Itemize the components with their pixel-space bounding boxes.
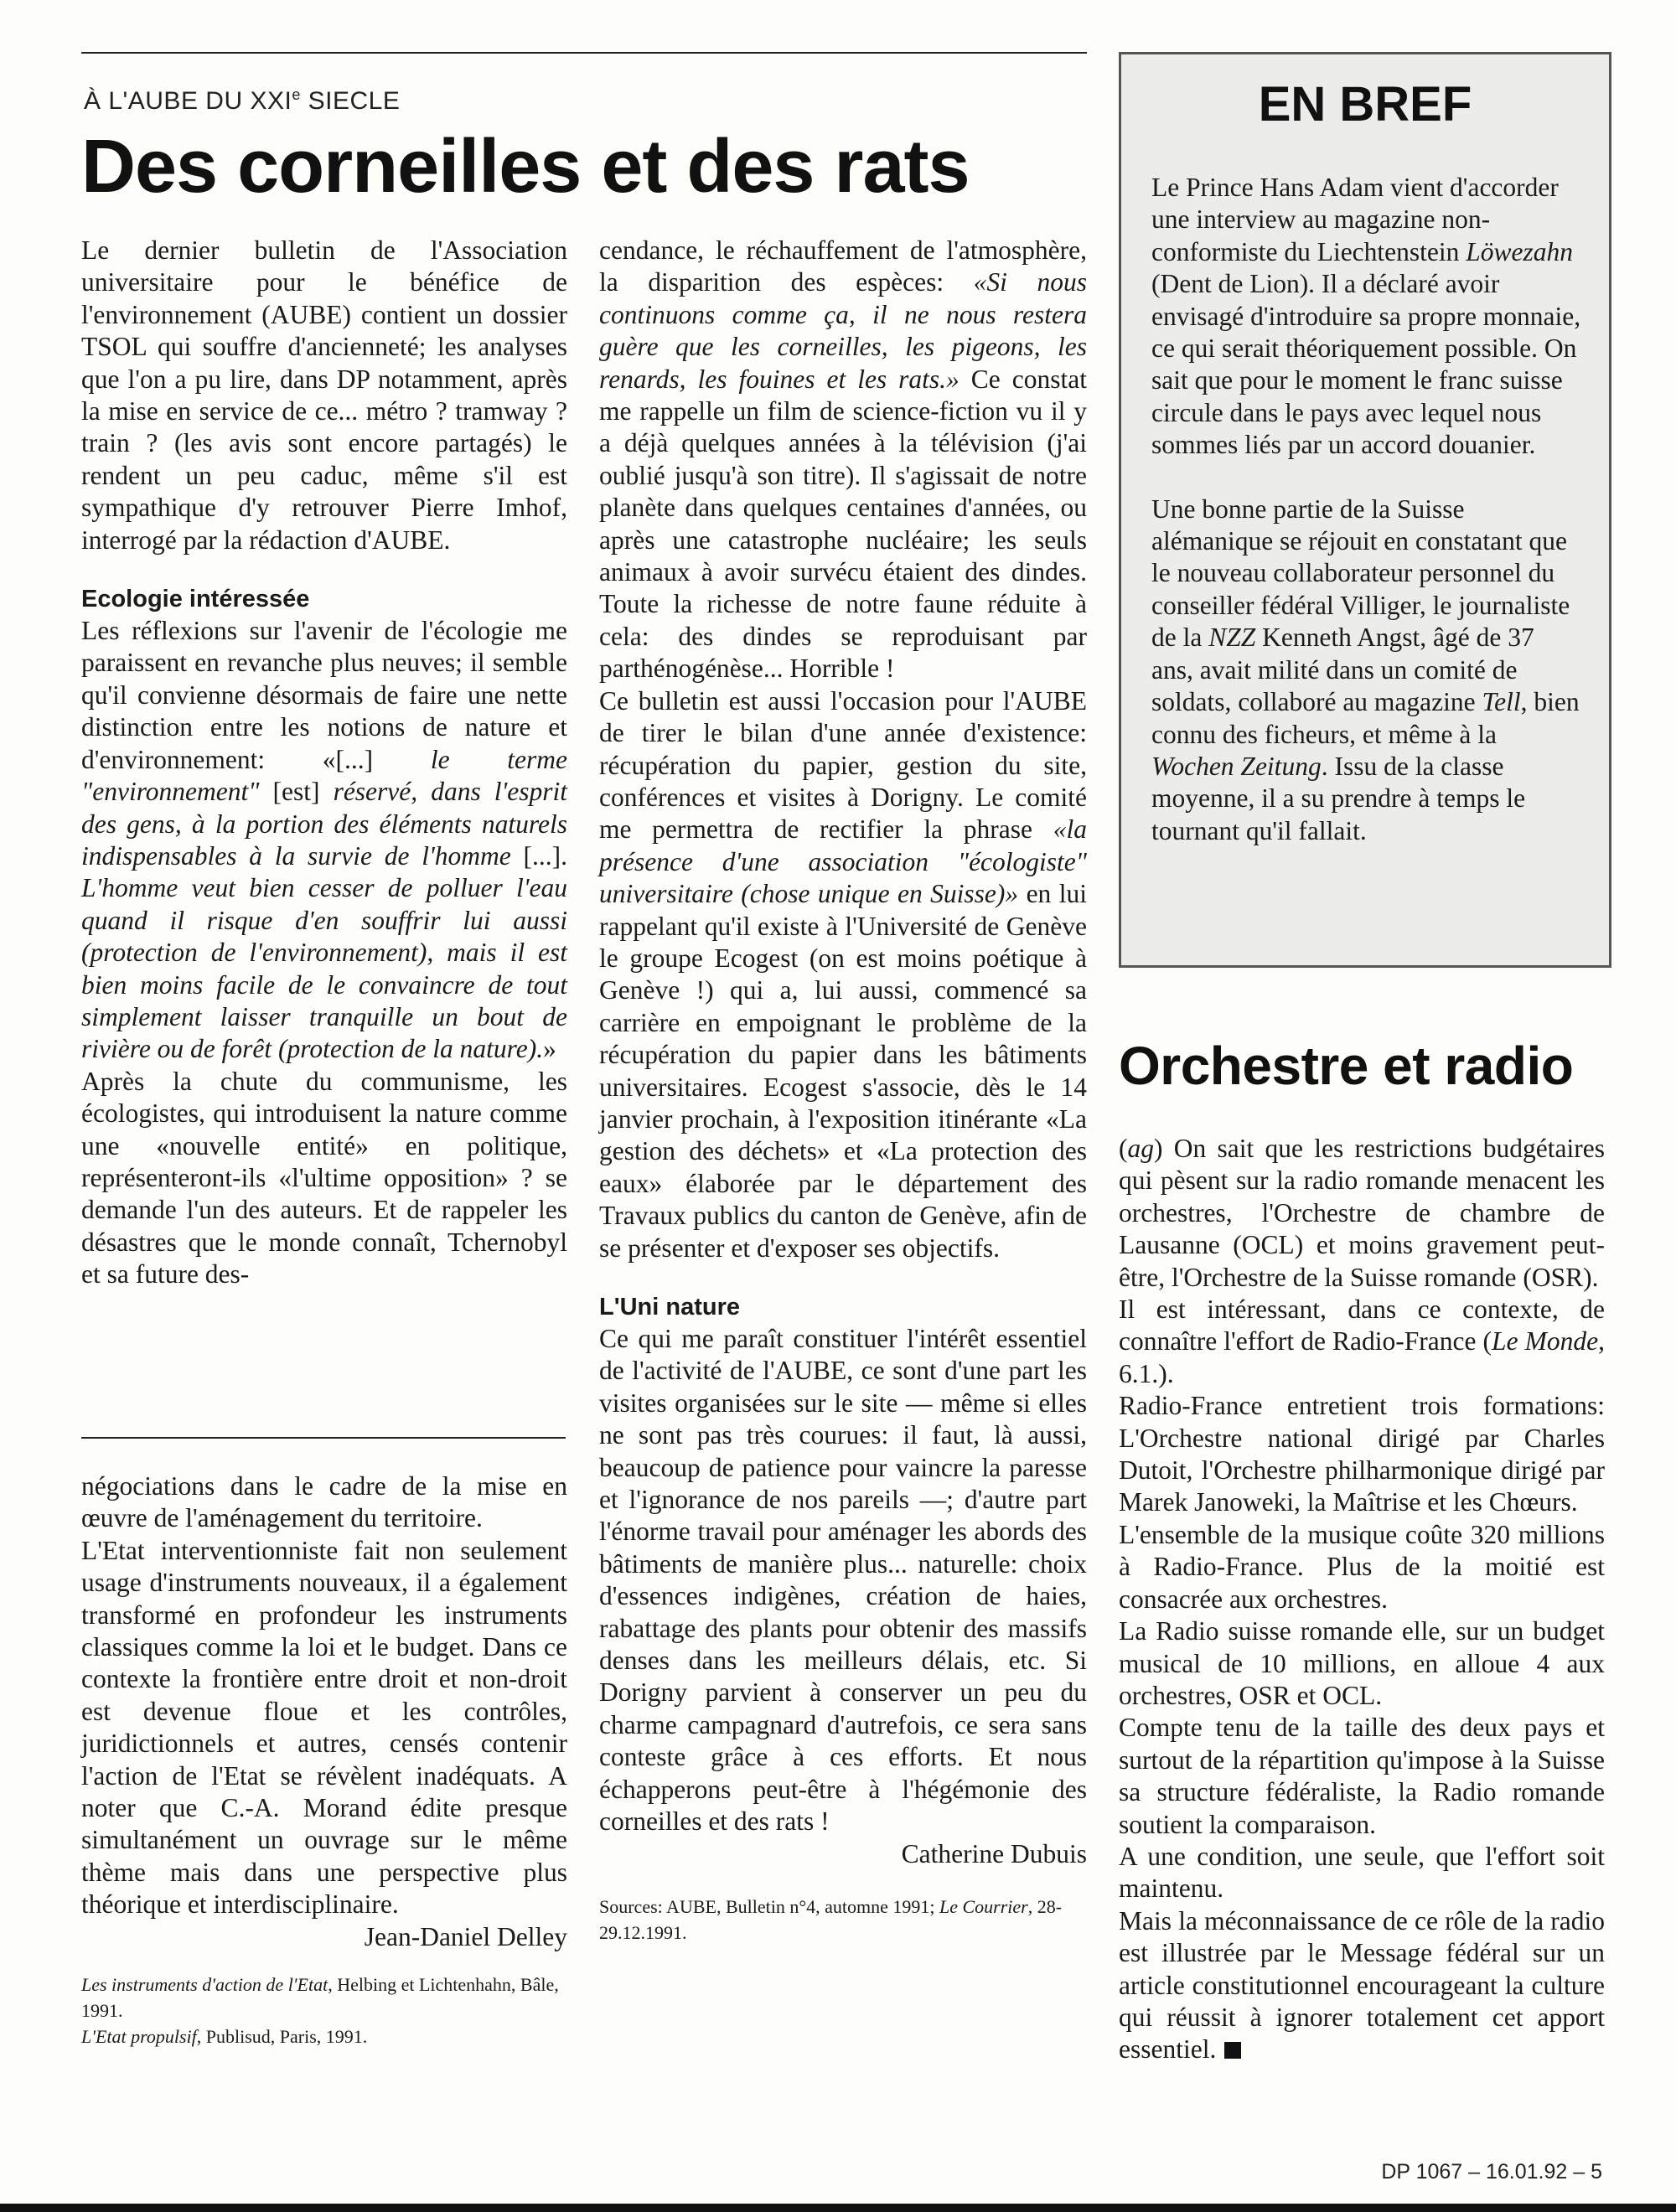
reference-note: Les instruments d'action de l'Etat, Helbing et Lichtenhahn, Bâle, 1991.: [81, 1973, 559, 2021]
top-rule: [81, 52, 1087, 54]
paragraph: Ce qui me paraît constituer l'intérêt essentiel de l'activité de l'AUBE, ce sont d'une part les visites organisées sur le site — même si elles ne sont pas très courues: il faut, là aussi, beaucoup de patience pour vaincre la paresse et l'ignorance de nos pareils —; d'autre part l'énorme travail pour aménager les abords des bâtiments de manière plus... naturelle: choix d'essences indigènes, création de haies, rabattage des plants pour obtenir des massifs denses dans les meilleurs délais, etc. Si Dorigny parvient à conserver un peu du charme campagnard d'autrefois, ce sera sans conteste grâce à ces efforts. Et nous échapperons peut-être à l'hégémonie des corneilles et des rats !: [599, 1324, 1087, 1837]
orchestre-title: Orchestre et radio: [1119, 1036, 1574, 1096]
paragraph: Ce bulletin est aussi l'occasion pour l'AUBE de tirer le bilan d'une année d'existence: récupération du papier, gestion du site, conférences et visites à Dorigny. Le comité me permettra de rectifier la phrase «la présence d'une association "écologiste" universitaire (chose unique en Suisse)» en lui rappelant qu'il existe à l'Université de Genève le groupe Ecogest (on est moins poétique à Genève !) qui a, lui aussi, commencé sa carrière en empoignant le problème de la récupération du papier dans les bâtiments universitaires. Ecogest s'associe, dès le 14 janvier prochain, à l'exposition itinérante «La gestion des déchets» et «La protection des eaux» élaborée par le département des Travaux publics du canton de Genève, afin de se présenter et d'exposer ses objectifs.: [599, 685, 1087, 1263]
author-signature: Jean-Daniel Delley: [364, 1921, 567, 1951]
paragraph: Il est intéressant, dans ce contexte, de connaître l'effort de Radio-France (Le Monde, 6.1.).: [1119, 1295, 1605, 1388]
paragraph: Après la chute du communisme, les écologistes, qui introduisent la nature comme une «nouvelle entité» en politique, représenteront-ils «l'ultime opposition» ? se demande l'un des auteurs. Et de rappeler les désastres que le monde connaît, Tchernobyl et sa future des-: [81, 1066, 567, 1289]
article1-column-1: [81, 235, 567, 1291]
author-signature: Catherine Dubuis: [901, 1838, 1087, 1868]
paragraph: L'ensemble de la musique coûte 320 millions à Radio-France. Plus de la moitié est consacrée aux orchestres.: [1119, 1519, 1605, 1614]
end-of-article-square-icon: [1224, 2042, 1241, 2059]
paragraph: Une bonne partie de la Suisse alémanique se réjouit en constatant que le nouveau collaborateur personnel du conseiller fédéral Villiger, le journaliste de la NZZ Kenneth Angst, âgé de 37 ans, avait milité dans un comité de soldats, collaboré au magazine Tell, bien connu des ficheurs, et même à la Wochen Zeitung. Issu de la classe moyenne, il a su prendre à temps le tournant qu'il fallait.: [1151, 494, 1580, 845]
paragraph: Le dernier bulletin de l'Association universitaire pour le bénéfice de l'environnement (AUBE) contient un dossier TSOL qui souffre d'ancienneté; les analyses que l'on a pu lire, dans DP notamment, après la mise en service de ce... métro ? tramway ? train ? (les avis sont encore partagés) le rendent un peu caduc, même s'il est sympathique d'y retrouver Pierre Imhof, interrogé par la rédaction d'AUBE.: [81, 235, 567, 555]
bottom-border: [0, 2204, 1676, 2212]
subheading: Ecologie intéressée: [81, 586, 310, 613]
sources-note: Sources: AUBE, Bulletin n°4, automne 1991; Le Courrier, 28-29.12.1991.: [599, 1895, 1063, 1943]
subheading: L'Uni nature: [599, 1294, 741, 1320]
paragraph: La Radio suisse romande elle, sur un budget musical de 10 millions, en alloue 4 aux orchestres, OSR et OCL.: [1119, 1616, 1605, 1710]
paragraph: négociations dans le cadre de la mise en œuvre de l'aménagement du territoire.: [81, 1471, 567, 1533]
reference-note: L'Etat propulsif, Publisud, Paris, 1991.: [81, 2025, 368, 2047]
en-bref-title: EN BREF: [1258, 77, 1472, 132]
article-title: Des corneilles et des rats: [81, 125, 970, 209]
page-footer: DP 1067 – 16.01.92 – 5: [1381, 2160, 1602, 2184]
paragraph: Mais la méconnaissance de ce rôle de la radio est illustrée par le Message fédéral sur un article constitutionnel encourageant la culture qui réussit à ignorer totalement cet apport essentiel.: [1119, 1905, 1605, 2065]
column-separator-rule: [81, 1437, 566, 1439]
en-bref-text: [1151, 172, 1582, 847]
paragraph: (ag) On sait que les restrictions budgétaires qui pèsent sur la radio romande menacent les orchestres, l'Orchestre de chambre de Lausanne (OCL) et moins gravement peut-être, l'Orchestre de la Suisse romande (OSR).: [1119, 1134, 1605, 1292]
paragraph: Radio-France entretient trois formations: L'Orchestre national dirigé par Charles Dutoit, l'Orchestre philharmonique dirigé par Marek Janoweki, la Maîtrise et les Chœurs.: [1119, 1391, 1605, 1517]
article1-column-2: [599, 235, 1087, 1946]
en-bref-box: [1119, 52, 1611, 968]
paragraph: L'Etat interventionniste fait non seulement usage d'instruments nouveaux, il a également transformé en profondeur les instruments classiques comme la loi et le budget. Dans ce contexte la frontière entre droit et non-droit est devenue floue et les contrôles, juridictionnels et autres, censés contenir l'action de l'Etat se révèlent inadéquats. A noter que C.-A. Morand édite presque simultanément un ouvrage sur le même thème mais dans une perspective plus théorique et interdisciplinaire.: [81, 1535, 567, 1920]
paragraph: cendance, le réchauffement de l'atmosphère, la disparition des espèces: «Si nous continuons comme ça, il ne nous restera guère que les corneilles, les pigeons, les renards, les fouines et les rats.» Ce constat me rappelle un film de science-fiction vu il y a déjà quelques années à la télévision (j'ai oublié jusqu'à son titre). Il s'agissait de notre planète dans quelques centaines d'années, ou après une catastrophe nucléaire; les seuls animaux à avoir survécu étaient des dindes. Toute la richesse de notre faune réduite à cela: des dindes se reproduisant par parthénogénèse... Horrible !: [599, 235, 1087, 684]
paragraph: Les réflexions sur l'avenir de l'écologie me paraissent en revanche plus neuves; il semble qu'il convienne désormais de faire une nette distinction entre les notions de nature et d'environnement: «[...] le terme "environnement" [est] réservé, dans l'esprit des gens, à la portion des éléments naturels indispensables à la survie de l'homme [...]. L'homme veut bien cesser de polluer l'eau quand il risque d'en souffrir lui aussi (protection de l'environnement), mais il est bien moins facile de le convaincre de tout simplement laisser tranquille un bout de rivière ou de forêt (protection de la nature).»: [81, 616, 567, 1064]
previous-article-continuation: [81, 1470, 567, 2049]
paragraph: Le Prince Hans Adam vient d'accorder une interview au magazine non-conformiste du Liechtenstein Löwezahn (Dent de Lion). Il a déclaré avoir envisagé d'introduire sa propre monnaie, ce qui serait théoriquement possible. On sait que pour le moment le franc suisse circule dans le pays avec lequel nous sommes liés par un accord douanier.: [1151, 173, 1581, 460]
paragraph: Compte tenu de la taille des deux pays et surtout de la répartition qu'impose à la Suisse sa structure fédéraliste, la Radio romande soutient la comparaison.: [1119, 1713, 1605, 1839]
paragraph: A une condition, une seule, que l'effort soit maintenu.: [1119, 1841, 1605, 1904]
article-kicker: À L'AUBE DU XXIe SIECLE: [84, 86, 401, 115]
orchestre-column: [1119, 1133, 1605, 2066]
